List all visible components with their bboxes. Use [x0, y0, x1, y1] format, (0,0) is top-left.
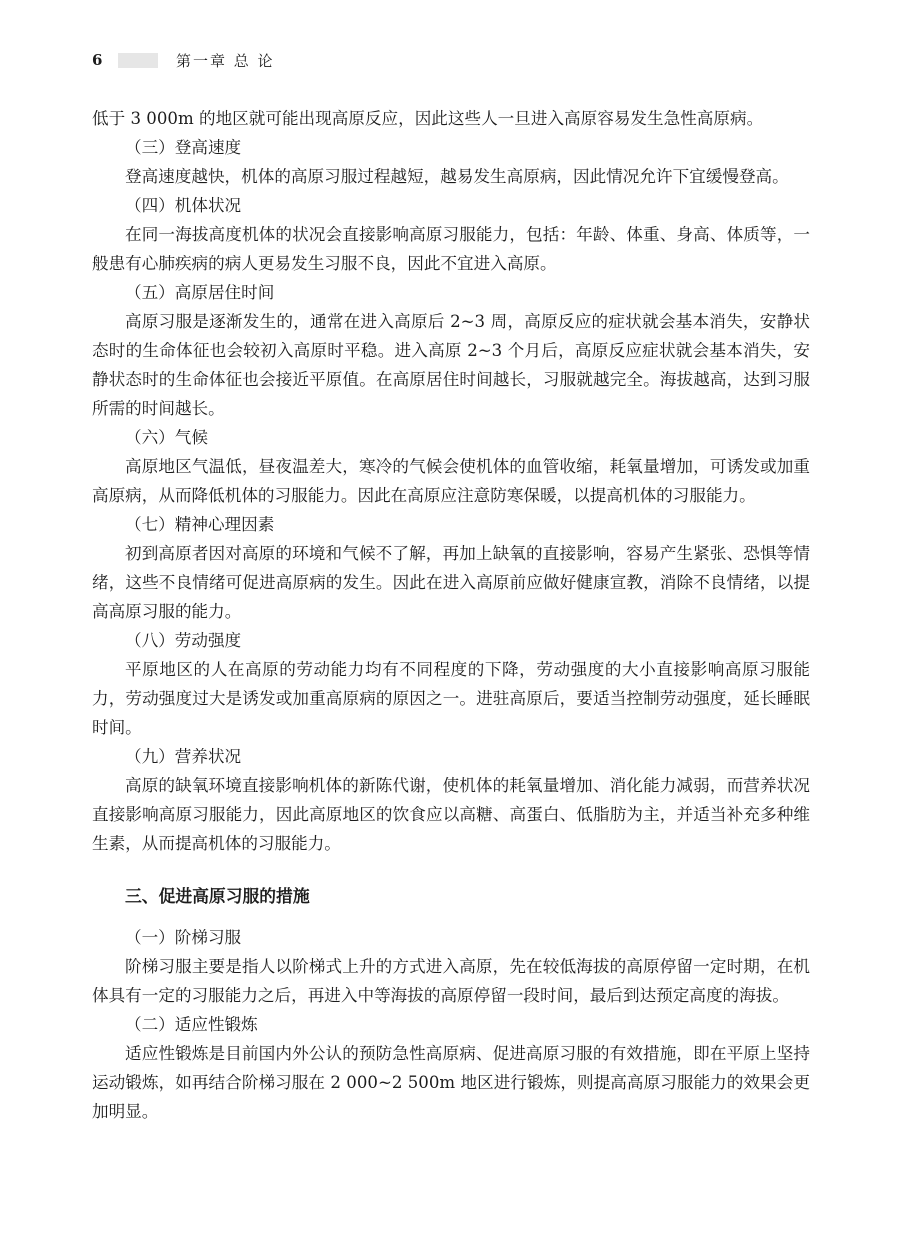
paragraph-staged-acclimatization: 阶梯习服主要是指人以阶梯式上升的方式进入高原，先在较低海拔的高原停留一定时期，在机体具有一定的习服能力之后，再进入中等海拔的高原停留一段时间，最后到达预定高度的海拔。 — [92, 957, 810, 1005]
paragraph-climate: 高原地区气温低，昼夜温差大，寒冷的气候会使机体的血管收缩，耗氧量增加，可诱发或加重高原病，从而降低机体的习服能力。因此在高原应注意防寒保暖，以提高机体的习服能力。 — [92, 457, 810, 505]
paragraph-nutrition: 高原的缺氧环境直接影响机体的新陈代谢，使机体的耗氧量增加、消化能力减弱，而营养状况直接影响高原习服能力，因此高原地区的饮食应以高糖、高蛋白、低脂肪为主，并适当补充多种维生素，从而提高机体的习服能力。 — [92, 776, 810, 853]
subheading-adaptive-training: （二）适应性锻炼 — [125, 1015, 258, 1034]
subheading-staged-acclimatization: （一）阶梯习服 — [125, 928, 242, 947]
section-heading-measures: 三、促进高原习服的措施 — [125, 886, 310, 906]
paragraph-psychology: 初到高原者因对高原的环境和气候不了解，再加上缺氧的直接影响，容易产生紧张、恐惧等情绪，这些不良情绪可促进高原病的发生。因此在进入高原前应做好健康宣教，消除不良情绪，以提高高原习服的能力。 — [92, 544, 810, 621]
subheading-climate: （六）气候 — [125, 428, 208, 447]
subheading-body-condition: （四）机体状况 — [125, 196, 242, 215]
subheading-residence-time: （五）高原居住时间 — [125, 283, 275, 302]
header-decor-bar — [118, 53, 158, 68]
subheading-psychology: （七）精神心理因素 — [125, 515, 275, 534]
subheading-nutrition: （九）营养状况 — [125, 747, 242, 766]
paragraph-climb-speed: 登高速度越快，机体的高原习服过程越短，越易发生高原病，因此情况允许下宜缓慢登高。 — [125, 167, 789, 186]
paragraph-residence-time: 高原习服是逐渐发生的，通常在进入高原后 2~3 周，高原反应的症状就会基本消失，安静状态时的生命体征也会较初入高原时平稳。进入高原 2~3 个月后，高原反应症状就会基本消失，安静状态时的生命体征也会接近平原值。在高原居住时间越长，习服就越完全。海拔越高，达到习服所需的时间越长。 — [92, 312, 810, 418]
paragraph-adaptive-training: 适应性锻炼是目前国内外公认的预防急性高原病、促进高原习服的有效措施，即在平原上坚持运动锻炼，如再结合阶梯习服在 2 000~2 500m 地区进行锻炼，则提高高原习服能力的效果会更加明显。 — [92, 1044, 810, 1121]
spacer — [92, 911, 810, 923]
paragraph-continued: 低于 3 000m 的地区就可能出现高原反应，因此这些人一旦进入高原容易发生急性高原病。 — [92, 109, 764, 128]
paragraph-body-condition: 在同一海拔高度机体的状况会直接影响高原习服能力，包括：年龄、体重、身高、体质等，一般患有心肺疾病的病人更易发生习服不良，因此不宜进入高原。 — [92, 225, 810, 273]
page-header — [92, 49, 812, 71]
subheading-climb-speed: （三）登高速度 — [125, 138, 242, 157]
paragraph-labor-intensity: 平原地区的人在高原的劳动能力均有不同程度的下降，劳动强度的大小直接影响高原习服能力，劳动强度过大是诱发或加重高原病的原因之一。进驻高原后，要适当控制劳动强度，延长睡眠时间。 — [92, 660, 810, 737]
page-number: 6 — [92, 51, 103, 69]
spacer — [92, 858, 810, 882]
chapter-title: 第一章 总 论 — [176, 51, 275, 70]
page-body — [92, 104, 810, 1126]
subheading-labor-intensity: （八）劳动强度 — [125, 631, 242, 650]
